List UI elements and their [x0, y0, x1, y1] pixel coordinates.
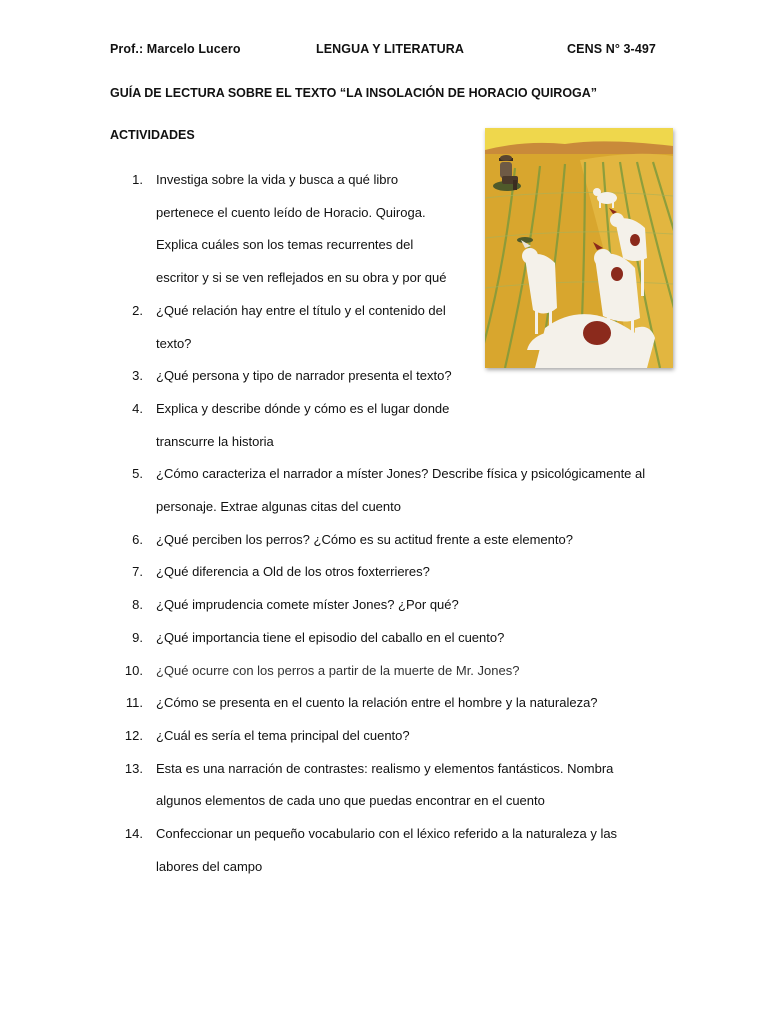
activity-text-line: ¿Qué ocurre con los perros a partir de la muerte de Mr. Jones?	[156, 662, 520, 678]
activity-number: 9.	[132, 629, 143, 645]
guide-title: GUÍA DE LECTURA SOBRE EL TEXTO “LA INSOLACIÓN DE HORACIO QUIROGA”	[110, 86, 598, 100]
activity-text-line: ¿Qué importancia tiene el episodio del caballo en el cuento?	[156, 629, 505, 645]
activity-text-line: ¿Qué diferencia a Old de los otros foxterrieres?	[156, 564, 430, 580]
activity-text-line: ¿Cómo se presenta en el cuento la relación entre el hombre y la naturaleza?	[156, 695, 598, 711]
activity-text-line: Investiga sobre la vida y busca a qué libro	[156, 172, 399, 187]
activity-text-line: texto?	[156, 335, 192, 351]
section-title: ACTIVIDADES	[110, 128, 195, 142]
story-illustration	[485, 128, 673, 368]
activity-text-line: Explica y describe dónde y cómo es el lugar donde	[156, 400, 450, 416]
activity-text-line: ¿Cuál es sería el tema principal del cuento?	[156, 727, 410, 743]
activity-text-line: Explica cuáles son los temas recurrentes del	[156, 237, 414, 253]
activity-number: 10.	[124, 662, 143, 678]
activity-text-line: personaje. Extrae algunas citas del cuento	[156, 499, 401, 514]
activity-number: 4.	[132, 400, 143, 416]
activity-number: 1.	[132, 172, 143, 187]
activity-number: 13.	[124, 760, 143, 776]
activity-text-line: ¿Qué persona y tipo de narrador presenta el texto?	[156, 368, 452, 384]
activity-text-line: Confeccionar un pequeño vocabulario con el léxico referido a la naturaleza y las	[156, 826, 618, 841]
activity-text-line: ¿Qué imprudencia comete míster Jones? ¿Por qué?	[156, 597, 459, 613]
activity-number: 12.	[124, 727, 143, 743]
activity-number: 8.	[132, 597, 143, 613]
activity-text-line: ¿Qué perciben los perros? ¿Cómo es su actitud frente a este elemento?	[156, 531, 573, 547]
activity-number: 14.	[124, 826, 143, 841]
activity-text-line: escritor y si se ven reflejados en su obra y por qué	[156, 270, 447, 286]
teacher-name: Prof.: Marcelo Lucero	[110, 42, 241, 56]
activity-text-line: algunos elementos de cada uno que puedas encontrar en el cuento	[156, 793, 545, 809]
activity-text-line: transcurre la historia	[156, 433, 274, 449]
activity-text-line: labores del campo	[156, 858, 263, 874]
activity-text-line: pertenece el cuento leído de Horacio. Quiroga.	[156, 204, 426, 220]
activity-number: 2.	[132, 302, 143, 318]
activity-number: 6.	[132, 531, 143, 547]
activity-number: 5.	[132, 466, 143, 482]
activity-number: 7.	[132, 564, 143, 580]
activity-number: 11.	[125, 695, 143, 711]
subject-name: LENGUA Y LITERATURA	[316, 42, 464, 56]
activity-text-line: ¿Cómo caracteriza el narrador a míster Jones? Describe física y psicológicamente al	[156, 466, 646, 482]
activity-text-line: ¿Qué relación hay entre el título y el contenido del	[156, 302, 446, 318]
activity-number: 3.	[132, 368, 143, 384]
school-name: CENS N° 3-497	[567, 42, 656, 56]
activity-text-line: Esta es una narración de contrastes: realismo y elementos fantásticos. Nombra	[156, 760, 614, 776]
